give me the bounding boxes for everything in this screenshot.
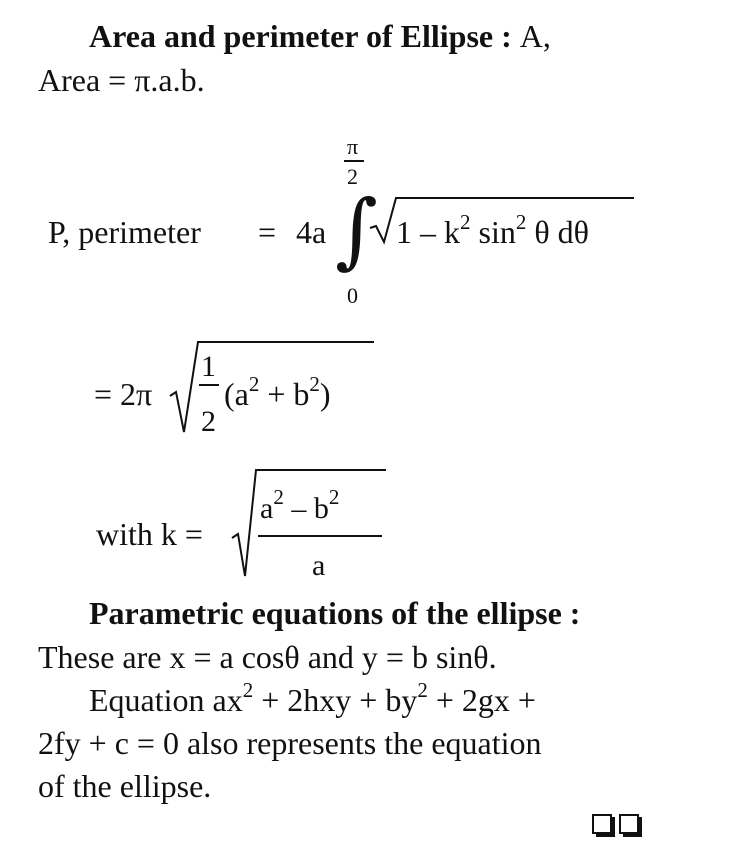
approx-b: + b — [259, 376, 310, 412]
k-def-fraction-bar — [258, 535, 382, 537]
k-def-prefix: with k = — [96, 516, 203, 552]
approx-a: (a — [224, 376, 249, 412]
k-num-a-exponent: 2 — [273, 485, 284, 509]
integral-sign: ∫ — [335, 183, 378, 278]
parametric-heading: Parametric equations of the ellipse : — [89, 595, 581, 631]
section-heading — [89, 20, 551, 52]
upper-limit-fraction-bar — [344, 160, 364, 162]
parametric-line3: 2fy + c = 0 also represents the equation — [38, 725, 542, 761]
eq-part-c: + 2gx + — [427, 682, 536, 718]
parametric-line4: of the ellipse. — [38, 768, 212, 804]
k-num-b: – b — [283, 492, 329, 525]
approx-frac-den: 2 — [201, 405, 216, 438]
eq-part-b: + 2hxy + by — [253, 682, 418, 718]
lower-limit: 0 — [347, 283, 358, 308]
radicand-one-minus-k: 1 – k — [396, 214, 460, 250]
general-equation-line — [89, 678, 536, 718]
eq-x-exponent: 2 — [242, 678, 254, 702]
perimeter-radicand — [396, 210, 589, 250]
perimeter-label: P, perimeter — [48, 214, 201, 250]
heading-tail: A, — [519, 18, 551, 54]
approx-b-exponent: 2 — [309, 372, 320, 396]
upper-limit-denominator: 2 — [347, 164, 358, 189]
k-num-a: a — [260, 492, 274, 525]
approx-frac-num: 1 — [201, 350, 216, 383]
eq-part-a: Equation ax — [89, 682, 243, 718]
sin-exponent: 2 — [515, 210, 527, 234]
end-square-icon-1 — [592, 814, 612, 834]
approx-a-exponent: 2 — [248, 372, 260, 396]
approx-prefix: = 2π — [94, 376, 153, 412]
area-formula: Area = π.a.b. — [38, 62, 205, 98]
parametric-line1: These are x = a cosθ and y = b sinθ. — [38, 639, 497, 675]
sin-word: sin — [478, 214, 516, 250]
perimeter-equals: = — [258, 214, 277, 250]
eq-y-exponent: 2 — [417, 678, 428, 702]
theta-dtheta: θ dθ — [534, 214, 589, 250]
approx-close-paren: ) — [319, 376, 331, 412]
k-def-denominator: a — [312, 549, 326, 582]
perimeter-coefficient: 4a — [296, 214, 327, 250]
upper-limit-numerator: π — [347, 134, 359, 159]
approx-expression — [224, 372, 331, 412]
approx-frac-bar — [199, 384, 219, 386]
end-square-icon-2 — [619, 814, 639, 834]
heading-main: Area and perimeter of Ellipse : — [89, 18, 512, 54]
k-num-b-exponent: 2 — [328, 485, 340, 509]
k-def-numerator — [260, 485, 340, 525]
k-exponent: 2 — [460, 210, 471, 234]
